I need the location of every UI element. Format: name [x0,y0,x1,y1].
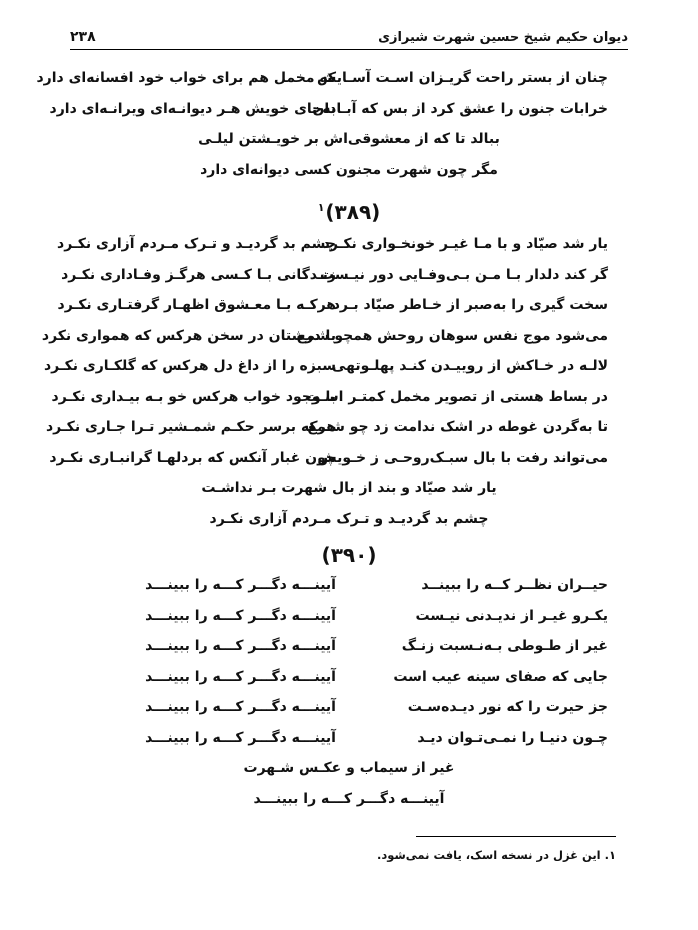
couplet [49,94,608,125]
ghazal-389 [41,229,608,534]
ghazal-number-text: (۳۸۹) [325,200,381,224]
hemistich-second: با وجود خواب هرکس خو بـه بیـداری نکـرد [51,388,336,405]
hemistich-second: هرکه برسر حکـم شمـشیر تـرا جـاری نکـرد [46,419,336,436]
couplet [49,443,608,474]
hemistich-first: جز حیرت را که نور دیـده‌سـت [407,699,608,716]
hemistich-second: زنـدگانی بـا کـسی هرگـز وفـاداری نکـرد [61,266,336,283]
couplet [57,290,608,321]
ghazal-390 [90,570,608,814]
ghazal-number [0,200,698,224]
intro-poem [36,63,608,185]
footnote-marker: ۱ [317,201,325,215]
footnote-divider [416,836,616,837]
hemistich-first: یکـرو غیـر از ندیـدنی نیـست [415,607,608,624]
hemistich-second: آیینـــه دگـــر کـــه را ببینـــد [145,577,336,594]
hemistich-second: آیینـــه دگـــر کـــه را ببینـــد [145,729,336,746]
hemistich-first: حیــران نظــر کــه را ببینــد [421,577,608,594]
hemistich-first: لالـه در خـاکش از روییـدن کنـد پهلـوتهی [331,358,608,375]
hemistich-second: هرکـه بـا معـشوق اظهـار گرفتـاری نکـرد [57,297,336,314]
ghazal-number-text: (۳۹۰) [321,543,377,567]
hemistich-first: چـون دنیـا را نمـی‌تـوان دیـد [417,729,608,746]
closing-line: غیر از سیماب و عکـس شـهرت [243,760,455,777]
hemistich-second: که مخمل هم برای خواب خود افسانه‌ای دارد [36,70,336,87]
hemistich-first: غیر از طـوطی بـه‌نـسبت زنـگ [401,638,608,655]
footnote: ۱. این غزل در نسخه اسک، یافت نمی‌شود. [376,848,616,862]
hemistich-first: در بساط هستی از تصویر مخمل کمتـر اسـت [305,388,608,405]
closing-line: چشم بد گردیـد و تـرک مـردم آزاری نکـرد [209,510,489,527]
couplet [61,260,608,291]
hemistich-first: یار شد صیّاد و با مـا غیـر خونخـواری نکـرد [322,236,608,253]
couplet [90,662,608,693]
couplet [57,229,608,260]
hemistich-first: گر کند دلدار بـا مـن بـی‌وفـایی دور نیـست [320,266,608,283]
hemistich-first: سخت گیری را به‌صبر از خـاطر صیّاد بـرد [332,297,608,314]
hemistich-second: آیینـــه دگـــر کـــه را ببینـــد [145,638,336,655]
couplet [43,351,608,382]
page-number: ۲۳۸ [70,29,96,45]
hemistich-first: خرابات جنون را عشق کرد از بس که آبـادان [312,100,608,117]
couplet [46,412,608,443]
hemistich-first: می‌شود موج نفس سوهان روحش همچو شمع [296,327,608,344]
hemistich-second: چون غبار آنکس که بردلهـا گرانبـاری نکـرد [49,449,336,466]
couplet [90,723,608,754]
page-header [70,24,628,50]
hemistich-second: آیینـــه دگـــر کـــه را ببینـــد [145,668,336,685]
hemistich-first: چنان از بستر راحت گریـزان اسـت آسـایش [317,70,608,87]
couplet [90,692,608,723]
ghazal-number [0,543,698,567]
hemistich-second: به‌جای خویش هـر دیوانـه‌ای ویرانـه‌ای دارد [49,100,336,117]
hemistich-second: با درشتان در سخن هرکس که همواری نکرد [41,327,336,344]
closing-line: ببالد تا که از معشوقی‌اش بر خویـشتن لیلـی [198,131,500,148]
hemistich-second: آیینـــه دگـــر کـــه را ببینـــد [145,699,336,716]
couplet [90,631,608,662]
hemistich-second: چشم بد گردیـد و تـرک مـردم آزاری نکـرد [57,236,336,253]
closing-line: مگر چون شهرت مجنون کسی دیوانه‌ای دارد [200,161,498,178]
couplet [51,382,608,413]
couplet [41,321,608,352]
hemistich-first: می‌تواند رفت با بال سبـک‌روحـی ز خـویش [317,449,608,466]
closing-line: آیینـــه دگـــر کـــه را ببینـــد [253,790,445,807]
closing-line: یار شد صیّاد و بند از بال شهرت بـر نداشـت [201,480,497,497]
hemistich-second: آیینـــه دگـــر کـــه را ببینـــد [145,607,336,624]
couplet [36,63,608,94]
book-title: دیوان حکیم شیخ حسین شهرت شیرازی [378,30,628,45]
hemistich-first: تا به‌گردن غوطه در اشک ندامت زد چو شـمع [307,419,608,436]
hemistich-second: سبزه را از داغ دل هرکس که گلکـاری نکـرد [43,358,336,375]
couplet [90,601,608,632]
hemistich-first: جایی که صفای سینه عیب است [393,668,608,685]
couplet [90,570,608,601]
